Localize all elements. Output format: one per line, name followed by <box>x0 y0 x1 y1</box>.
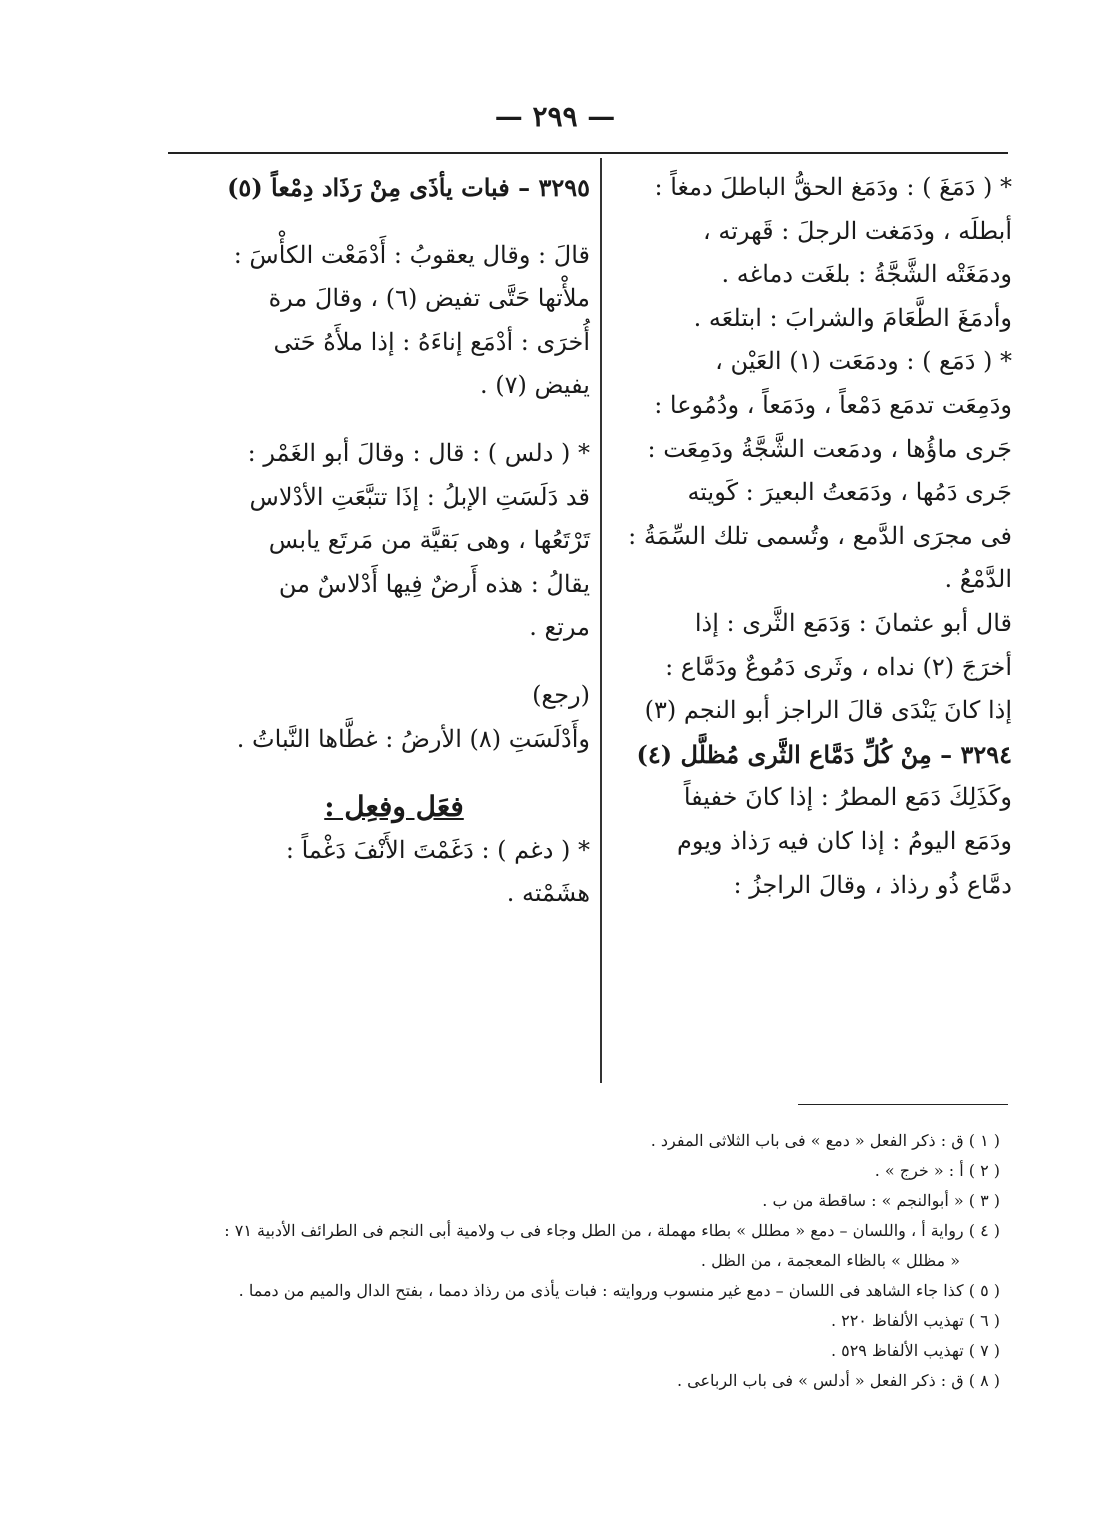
text-line: ملأْتها حَتَّى تفيض (٦) ، وقالَ مرة <box>268 284 590 313</box>
text-line: يقالُ : هذه أَرضٌ فِيها أَدْلاسٌ من <box>278 569 590 598</box>
text-line: جَرى دَمُها ، ودَمَعتُ البعيرَ : كَويته <box>687 478 1012 507</box>
footnote: ( ٧ ) تهذيب الألفاظ ٥٢٩ . <box>830 1341 1000 1360</box>
footnotes <box>150 1126 1000 1396</box>
text-line: دمَّاع ذُو رذاذ ، وقالَ الراجزُ : <box>733 870 1012 899</box>
text-line: * ( دلس ) : قال : وقالَ أبو الغَمْر : <box>247 438 590 467</box>
footnote: ( ٦ ) تهذيب الألفاظ ٢٢٠ . <box>830 1311 1000 1330</box>
footnote: ( ٥ ) كذا جاء الشاهد فى اللسان – دمع غير منسوب وروايته : فبات يأذى من رذاذ دمما ، بفتح الدال والميم من دمما . <box>238 1281 1000 1300</box>
text-line: قد دَلَسَتِ الإبلُ : إذَا تتبَّعَتِ الأدْلاس <box>249 482 590 511</box>
text-line: هشَمْته . <box>506 879 590 908</box>
text-line: وأدمَغَ الطَّعَامَ والشرابَ : ابتلعَه . <box>693 303 1012 332</box>
text-line: قالَ : وقال يعقوبُ : أَدْمَعْت الكأْسَ : <box>233 240 590 269</box>
footnote: ( ٤ ) رواية أ ، واللسان – دمع « مطلل » بطاء مهملة ، من الطل وجاء فى ب ولامية أبى النجم فى الطرائف الأدبية ٧١ : <box>224 1221 1000 1240</box>
text-line: ودَمَع اليومُ : إذا كان فيه رَذاذ ويوم <box>676 826 1012 855</box>
footnote: ( ٣ ) « أبوالنجم » : ساقطة من ب . <box>762 1191 1000 1210</box>
footnote: ( ٨ ) ق : ذكر الفعل « أدلس » فى باب الرباعى . <box>676 1371 1000 1390</box>
text-line: أخرَجَ (٢) نداه ، وثَرى دَمُوعٌ ودَمَّاع : <box>665 652 1012 681</box>
text-line: أبطلَه ، ودَمَغت الرجلَ : قَهرته ، <box>702 216 1012 245</box>
footnote: ( ١ ) ق : ذكر الفعل « دمع » فى باب الثلاثى المفرد . <box>650 1131 1000 1150</box>
column-divider <box>600 158 602 1083</box>
text-line: يفيض (٧) . <box>480 371 590 400</box>
verse-line: ٣٢٩٤ – مِنْ كُلِّ دَمَّاع الثَّرى مُظلَّل (٤) <box>636 739 1012 769</box>
header-rule <box>168 152 1008 154</box>
footnote-continuation: « مظلل » بالظاء المعجمة ، من الظل . <box>700 1251 960 1270</box>
text-line: وأَدْلَسَتِ (٨) الأرضُ : غطَّاها النَّباتُ . <box>236 724 590 753</box>
text-line: مرتع . <box>529 613 590 642</box>
text-line: (رجع) <box>532 680 590 709</box>
text-line: الدَّمْعُ . <box>944 565 1012 594</box>
text-line: * ( دَمَغَ ) : ودَمَغ الحقُّ الباطلَ دمغاً : <box>654 173 1012 201</box>
text-line: * ( دغم ) : دَغَمْتَ الأَنْفَ دَغْماً : <box>285 835 590 864</box>
text-line: أُخرَى : أدْمَع إناءَهُ : إذا ملأَهُ حَتى <box>273 327 590 356</box>
left-column <box>198 166 590 916</box>
text-line: ودمَغَتْه الشَّجَّةُ : بلغَت دماغه . <box>721 260 1012 289</box>
text-line: فى مجرَى الدَّمع ، وتُسمى تلك السِّمَةُ : <box>628 521 1012 550</box>
text-line: إذا كانَ يَنْدَى قالَ الراجز أبو النجم (٣) <box>644 696 1012 725</box>
text-line: قال أبو عثمانَ : وَدَمَع الثَّرى : إذا <box>694 608 1012 637</box>
footnote: ( ٢ ) أ : « خرج » . <box>874 1161 1000 1180</box>
page-number: — ٢٩٩ — <box>494 100 616 133</box>
right-column <box>612 166 1012 907</box>
section-title: فعَل وفعِل : <box>324 790 464 824</box>
text-line: وكَذَلِكَ دَمَع المطرُ : إذا كانَ خفيفاً <box>683 783 1012 812</box>
verse-line: ٣٢٩٥ – فبات يأذَى مِنْ رَذَاد دِمْعاً (٥) <box>227 173 590 202</box>
text-line: جَرى ماؤُها ، ودمَعت الشَّجَّةُ ودَمِعَت : <box>647 434 1012 463</box>
footnote-rule <box>798 1104 1008 1105</box>
text-line: ودَمِعَت تدمَع دَمْعاً ، ودَمَعاً ، ودُمُوعا : <box>654 390 1012 419</box>
text-line: تَرْتَعُها ، وهى بَقيَّة من مَرتَع يابس <box>268 526 590 555</box>
text-line: * ( دَمَع ) : ودمَعَت (١) العَيْن ، <box>715 347 1012 376</box>
